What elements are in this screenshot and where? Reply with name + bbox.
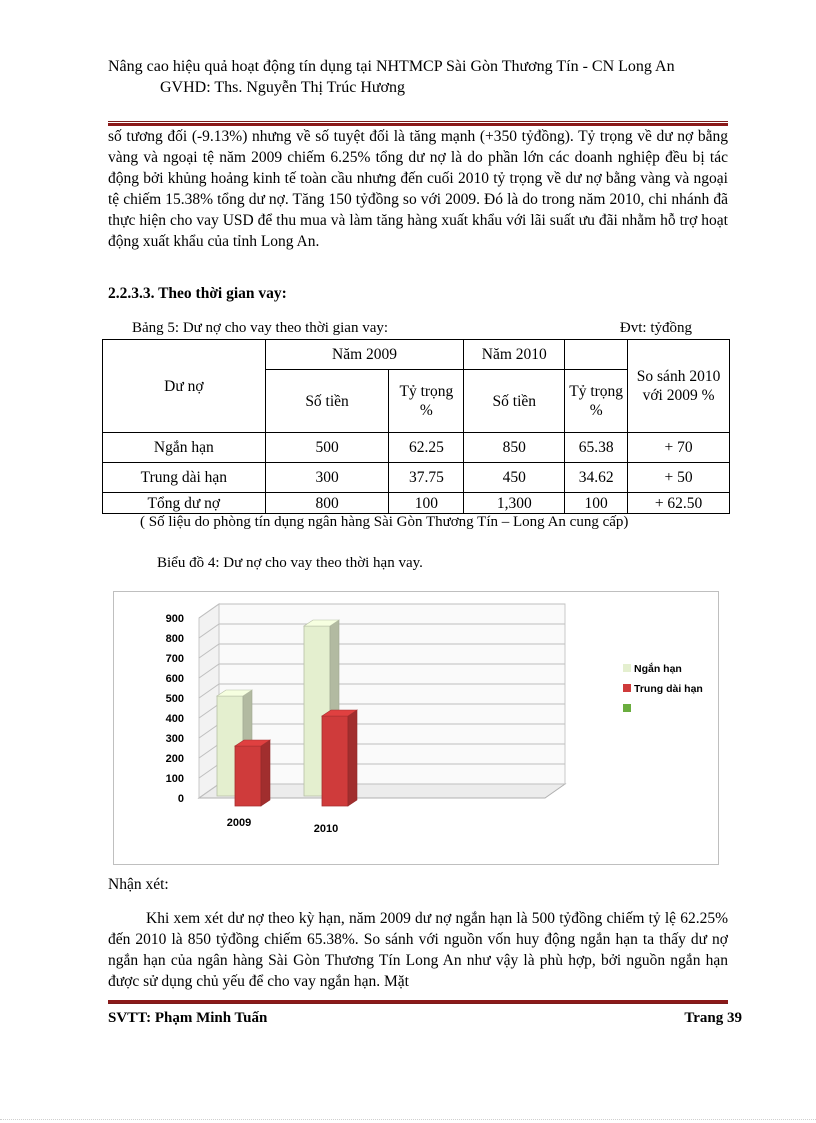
remark-label: Nhận xét:: [108, 876, 169, 893]
table-row: Trung dài hạn 300 37.75 450 34.62 + 50: [103, 463, 730, 493]
table-source: ( Số liệu do phòng tín dụng ngân hàng Sài Gòn Thương Tín – Long An cung cấp): [140, 514, 629, 530]
debt-bar-chart: [114, 592, 718, 864]
legend-label: Ngắn hạn: [634, 663, 682, 675]
document-title: Nâng cao hiệu quả hoạt động tín dụng tại NHTMCP Sài Gòn Thương Tín - CN Long An: [108, 58, 675, 75]
y-tick-label: 800: [165, 633, 184, 645]
legend-label: Trung dài hạn: [634, 683, 703, 695]
compare-header: So sánh 2010 với 2009 %: [628, 340, 730, 433]
chart-back-wall: [219, 604, 565, 784]
legend-swatch: [623, 704, 631, 712]
amount-2009-header: Số tiền: [265, 370, 389, 433]
table-row: Tổng dư nợ 800 100 1,300 100 + 62.50: [103, 493, 730, 514]
year-2009-header: Năm 2009: [265, 340, 464, 370]
y-tick-label: 0: [177, 793, 184, 805]
debt-table: [102, 339, 730, 514]
y-tick-label: 200: [165, 753, 184, 765]
y-tick-label: 700: [165, 653, 184, 665]
footer-rule: [108, 999, 728, 1004]
bar-side: [261, 740, 270, 806]
chart-caption: Biểu đồ 4: Dư nợ cho vay theo thời hạn vay.: [157, 555, 423, 571]
bar-side: [348, 710, 357, 806]
table-caption-row: [132, 320, 692, 337]
page-footer: [108, 1010, 742, 1027]
legend-swatch: [623, 684, 631, 692]
year-2010-header: Năm 2010: [464, 340, 565, 370]
advisor-line: GVHD: Ths. Nguyễn Thị Trúc Hương: [160, 79, 405, 96]
bar-front: [235, 746, 261, 806]
y-tick-label: 600: [165, 673, 184, 685]
legend-swatch: [623, 664, 631, 672]
chart-container: [113, 591, 719, 865]
y-tick-label: 400: [165, 713, 184, 725]
y-tick-label: 900: [165, 613, 184, 625]
table-caption: Bảng 5: Dư nợ cho vay theo thời gian vay:: [132, 320, 389, 336]
page-bottom-line: [0, 1119, 816, 1120]
table-row: Ngắn hạn 500 62.25 850 65.38 + 70: [103, 433, 730, 463]
x-tick-label: 2010: [313, 823, 339, 835]
student-name: SVTT: Phạm Minh Tuấn: [108, 1010, 268, 1026]
table-unit: Đvt: tỷđồng: [619, 320, 692, 336]
remark-paragraph: Khi xem xét dư nợ theo kỳ hạn, năm 2009 dư nợ ngắn hạn là 500 tỷđồng chiếm tỷ lệ 62.25% đến 2010 là 850 tỷđồng chiếm 65.38%. So sánh với nguồn vốn huy động ngắn hạn ta thấy dư nợ ngắn hạn của ngân hàng Sài Gòn Thương Tín Long An như vậy là phù hợp, bởi nguồn ngắn hạn được sử dụng chủ yếu để cho vay ngắn hạn. Mặt: [108, 910, 728, 990]
page-number: Trang 39: [684, 1010, 742, 1026]
chart-side-wall: [199, 604, 219, 798]
amount-2010-header: Số tiền: [464, 370, 565, 433]
row-header-cell: Dư nợ: [103, 340, 266, 433]
bar-front: [322, 716, 348, 806]
intro-paragraph: số tương đối (-9.13%) nhưng về số tuyệt đối là tăng mạnh (+350 tỷđồng). Tỷ trọng về dư nợ bằng vàng và ngoại tệ năm 2009 chiếm 6.25% tổng dư nợ là do phần lớn các doanh nghiệp đều bị tác động bởi khủng hoảng kinh tế toàn cầu nhưng đến cuối 2010 tỷ trọng về dư nợ bằng vàng và ngoại tệ chiếm 15.38% tổng dư nợ. Tăng 150 tỷđồng so với 2009. Đó là do trong năm 2010, chi nhánh đã thực hiện cho vay USD để thu mua và làm tăng hàng xuất khẩu với lãi suất ưu đãi nhằm hỗ trợ hoạt động xuất khẩu của tỉnh Long An.: [108, 128, 728, 250]
y-tick-label: 100: [165, 773, 184, 785]
y-tick-label: 300: [165, 733, 184, 745]
ratio-2010-header: Tỷ trọng %: [565, 370, 628, 433]
x-tick-label: 2009: [226, 817, 252, 829]
ratio-2009-header: Tỷ trọng %: [389, 370, 464, 433]
section-heading: 2.2.3.3. Theo thời gian vay:: [108, 285, 287, 302]
y-tick-label: 500: [165, 693, 184, 705]
page-header: [108, 57, 728, 98]
